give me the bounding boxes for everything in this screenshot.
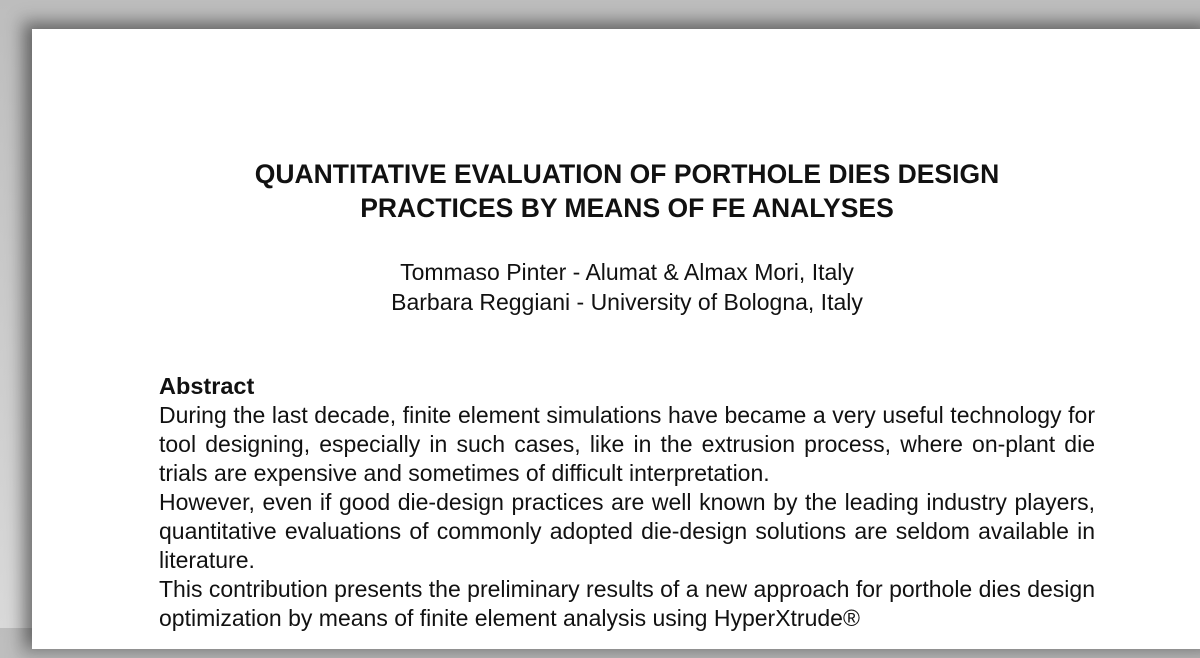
abstract-paragraph-2: However, even if good die-design practices are well known by the leading industry players, quantitative evaluations of commonly adopted die-design solutions are seldom available in literature.: [159, 489, 1095, 573]
title-line-1: QUANTITATIVE EVALUATION OF PORTHOLE DIES DESIGN: [254, 159, 1000, 189]
abstract-paragraph-1: During the last decade, finite element simulations have became a very useful technology for tool designing, especially in such cases, like in the extrusion process, where on-plant die trials are expensive and sometimes of difficult interpretation.: [159, 402, 1095, 486]
abstract-paragraph-3: This contribution presents the preliminary results of a new approach for porthole dies design optimization by means of finite element analysis using HyperXtrude®: [159, 576, 1095, 631]
abstract-section: [159, 372, 1095, 633]
document-page: [32, 29, 1200, 649]
author-block: [32, 257, 1200, 317]
paper-title: [32, 157, 1200, 225]
abstract-heading: Abstract: [159, 373, 255, 399]
title-line-2: PRACTICES BY MEANS OF FE ANALYSES: [360, 193, 894, 223]
author-2: Barbara Reggiani - University of Bologna, Italy: [391, 289, 863, 315]
author-1: Tommaso Pinter - Alumat & Almax Mori, Italy: [400, 259, 854, 285]
